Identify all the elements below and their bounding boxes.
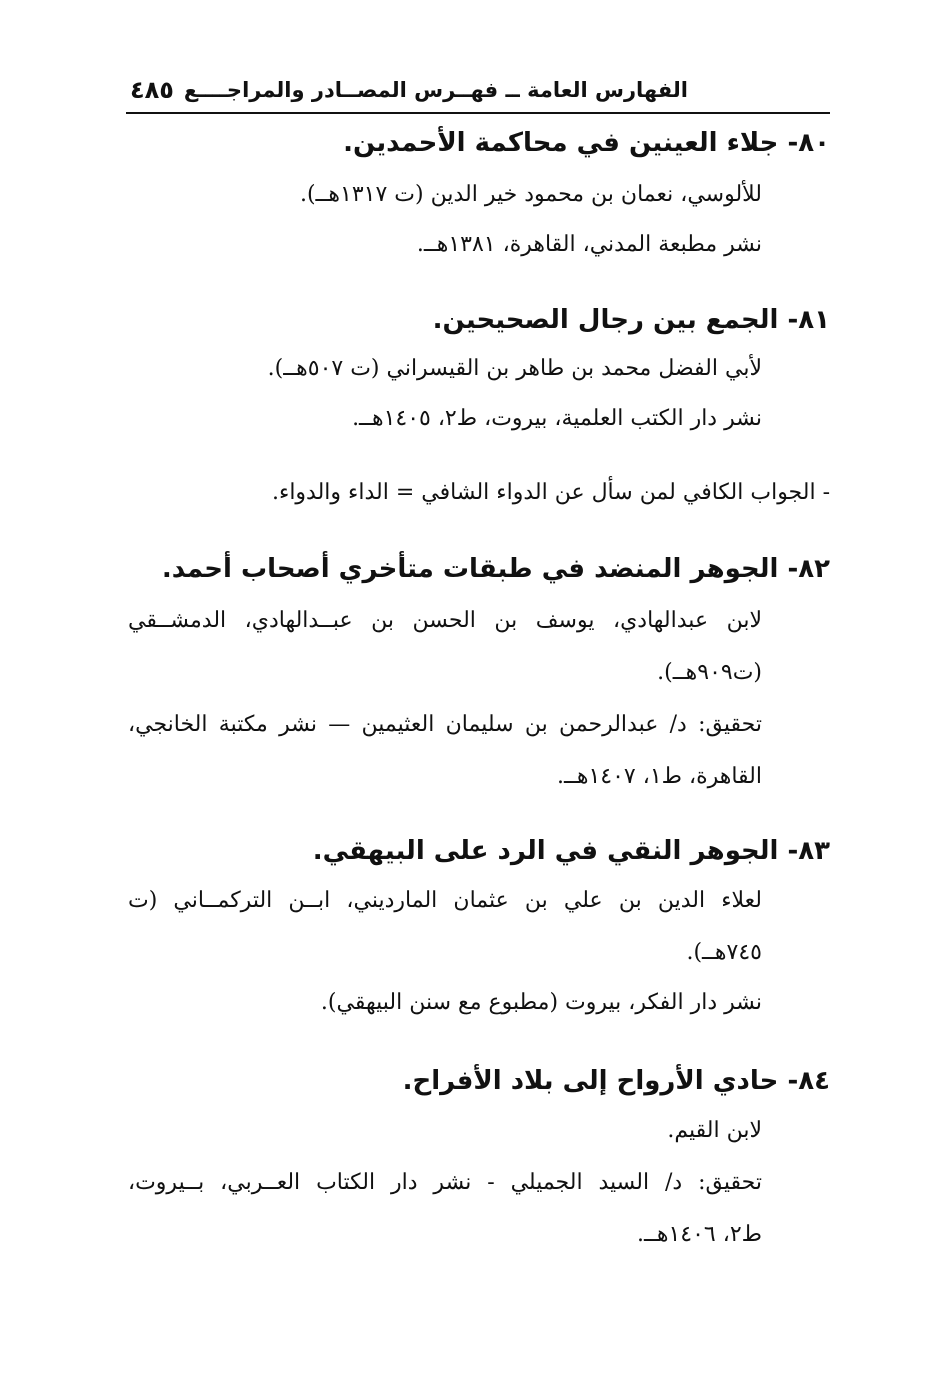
entry-title-84: ٨٤- حادي الأرواح إلى بلاد الأفراح. — [402, 1066, 830, 1096]
entry-81-line-2: نشر دار الكتب العلمية، بيروت، ط٢، ١٤٠٥هــ. — [352, 406, 762, 431]
page-number: ٤٨٥ — [130, 76, 174, 104]
entry-82-line-1: لابن عبدالهادي، يوسف بن الحسن بن عبــدالهادي، الدمشــقي — [128, 608, 762, 633]
entry-title-81: ٨١- الجمع بين رجال الصحيحين. — [432, 305, 830, 335]
entry-82-line-4: القاهرة، ط١، ١٤٠٧هــ. — [556, 764, 762, 789]
entry-80-line-1: للألوسي، نعمان بن محمود خير الدين (ت ١٣١٧هــ). — [299, 182, 762, 207]
entry-title-83: ٨٣- الجوهر النقي في الرد على البيهقي. — [312, 836, 830, 866]
entry-82-line-3: تحقيق: د/ عبدالرحمن بن سليمان العثيمين — نشر مكتبة الخانجي، — [128, 712, 762, 737]
cross-reference: - الجواب الكافي لمن سأل عن الدواء الشافي = الداء والدواء. — [271, 480, 830, 505]
entry-83-line-2: ٧٤٥هــ). — [686, 940, 762, 965]
entry-82-line-2: (ت٩٠٩هــ). — [657, 660, 762, 685]
entry-84-line-3: ط٢، ١٤٠٦هــ. — [636, 1222, 762, 1247]
entry-84-line-1: لابن القيم. — [667, 1118, 762, 1143]
entry-83-line-3: نشر دار الفكر، بيروت (مطبوع مع سنن البيهقي). — [320, 990, 762, 1015]
entry-title-82: ٨٢- الجوهر المنضد في طبقات متأخري أصحاب أحمد. — [161, 554, 830, 584]
running-header — [126, 72, 830, 114]
running-title: الفهارس العامة ــ فهــرس المصــادر والمراجــــع — [183, 78, 688, 102]
entry-81-line-1: لأبي الفضل محمد بن طاهر بن القيسراني (ت ٥٠٧هــ). — [267, 356, 762, 381]
entry-title-80: ٨٠- جلاء العينين في محاكمة الأحمدين. — [343, 128, 830, 158]
entry-84-line-2: تحقيق: د/ السيد الجميلي - نشر دار الكتاب العــربي، بــيروت، — [128, 1170, 762, 1195]
entry-80-line-2: نشر مطبعة المدني، القاهرة، ١٣٨١هــ. — [416, 232, 762, 257]
entry-83-line-1: لعلاء الدين بن علي بن عثمان المارديني، ابــن التركمــاني (ت — [128, 888, 762, 913]
